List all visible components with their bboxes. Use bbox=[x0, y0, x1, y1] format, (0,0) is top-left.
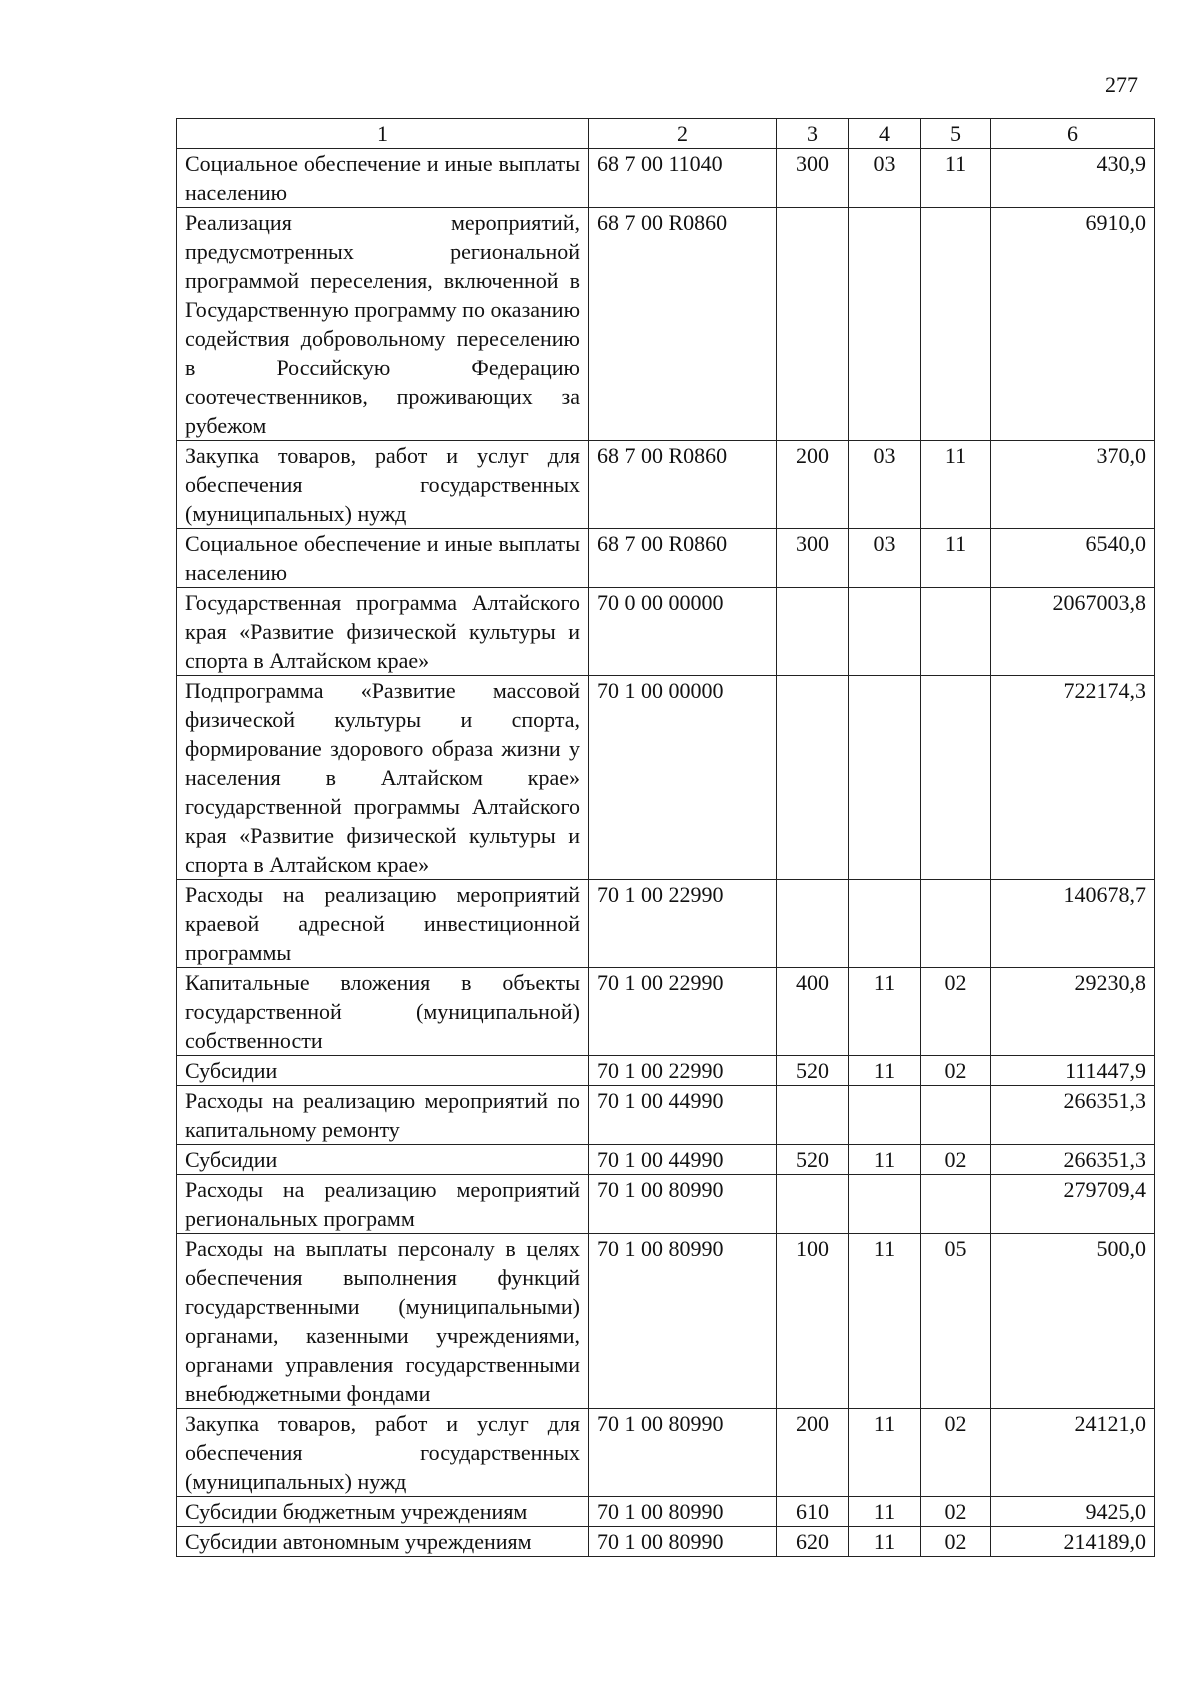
cell-subsection: 11 bbox=[921, 529, 991, 588]
cell-target-code: 68 7 00 R0860 bbox=[589, 208, 777, 441]
cell-expense-type: 520 bbox=[777, 1145, 849, 1175]
cell-subsection: 02 bbox=[921, 1497, 991, 1527]
cell-expense-type: 400 bbox=[777, 968, 849, 1056]
cell-name: Расходы на выплаты персоналу в целях обеспечения выполнения функций государственными (муниципальными) органами, казенными учреждениями, органами управления государственными внебюджетными фондами bbox=[177, 1234, 589, 1409]
cell-target-code: 70 1 00 44990 bbox=[589, 1145, 777, 1175]
cell-amount: 6910,0 bbox=[991, 208, 1155, 441]
cell-amount: 24121,0 bbox=[991, 1409, 1155, 1497]
cell-target-code: 70 1 00 22990 bbox=[589, 880, 777, 968]
cell-subsection: 02 bbox=[921, 968, 991, 1056]
cell-expense-type: 620 bbox=[777, 1527, 849, 1557]
cell-expense-type bbox=[777, 1086, 849, 1145]
table-row bbox=[177, 149, 1155, 208]
table-row bbox=[177, 968, 1155, 1056]
cell-target-code: 70 1 00 80990 bbox=[589, 1234, 777, 1409]
cell-expense-type bbox=[777, 880, 849, 968]
cell-subsection bbox=[921, 676, 991, 880]
cell-amount: 279709,4 bbox=[991, 1175, 1155, 1234]
cell-target-code: 70 1 00 80990 bbox=[589, 1497, 777, 1527]
cell-name: Закупка товаров, работ и услуг для обеспечения государственных (муниципальных) нужд bbox=[177, 441, 589, 529]
budget-table bbox=[176, 118, 1155, 1557]
cell-expense-type bbox=[777, 1175, 849, 1234]
cell-subsection: 02 bbox=[921, 1056, 991, 1086]
cell-subsection bbox=[921, 588, 991, 676]
cell-section: 11 bbox=[849, 1409, 921, 1497]
cell-amount: 111447,9 bbox=[991, 1056, 1155, 1086]
cell-expense-type bbox=[777, 588, 849, 676]
table-row bbox=[177, 880, 1155, 968]
table-row bbox=[177, 208, 1155, 441]
cell-section: 11 bbox=[849, 1234, 921, 1409]
cell-target-code: 70 1 00 80990 bbox=[589, 1409, 777, 1497]
cell-section: 11 bbox=[849, 1527, 921, 1557]
table-row bbox=[177, 1497, 1155, 1527]
table-row bbox=[177, 441, 1155, 529]
table-row bbox=[177, 1056, 1155, 1086]
cell-name: Субсидии bbox=[177, 1145, 589, 1175]
column-header-1: 1 bbox=[177, 119, 589, 149]
cell-expense-type: 300 bbox=[777, 529, 849, 588]
cell-subsection: 02 bbox=[921, 1527, 991, 1557]
cell-name: Расходы на реализацию мероприятий по капитальному ремонту bbox=[177, 1086, 589, 1145]
cell-target-code: 68 7 00 R0860 bbox=[589, 529, 777, 588]
column-header-6: 6 bbox=[991, 119, 1155, 149]
cell-target-code: 70 1 00 00000 bbox=[589, 676, 777, 880]
cell-target-code: 70 1 00 80990 bbox=[589, 1175, 777, 1234]
cell-amount: 2067003,8 bbox=[991, 588, 1155, 676]
cell-name: Капитальные вложения в объекты государственной (муниципальной) собственности bbox=[177, 968, 589, 1056]
cell-amount: 430,9 bbox=[991, 149, 1155, 208]
table-row bbox=[177, 1086, 1155, 1145]
cell-amount: 370,0 bbox=[991, 441, 1155, 529]
cell-target-code: 70 0 00 00000 bbox=[589, 588, 777, 676]
column-header-2: 2 bbox=[589, 119, 777, 149]
cell-expense-type bbox=[777, 208, 849, 441]
cell-subsection: 05 bbox=[921, 1234, 991, 1409]
cell-expense-type: 200 bbox=[777, 1409, 849, 1497]
cell-section bbox=[849, 1086, 921, 1145]
table-row bbox=[177, 1175, 1155, 1234]
cell-amount: 9425,0 bbox=[991, 1497, 1155, 1527]
cell-subsection bbox=[921, 1086, 991, 1145]
cell-amount: 140678,7 bbox=[991, 880, 1155, 968]
cell-section: 03 bbox=[849, 149, 921, 208]
cell-amount: 29230,8 bbox=[991, 968, 1155, 1056]
cell-expense-type: 200 bbox=[777, 441, 849, 529]
cell-target-code: 70 1 00 22990 bbox=[589, 968, 777, 1056]
cell-section: 11 bbox=[849, 1145, 921, 1175]
cell-subsection: 11 bbox=[921, 149, 991, 208]
cell-target-code: 70 1 00 44990 bbox=[589, 1086, 777, 1145]
cell-name: Подпрограмма «Развитие массовой физической культуры и спорта, формирование здорового образа жизни у населения в Алтайском крае» государственной программы Алтайского края «Развитие физической культуры и спорта в Алтайском крае» bbox=[177, 676, 589, 880]
cell-expense-type: 520 bbox=[777, 1056, 849, 1086]
cell-expense-type: 100 bbox=[777, 1234, 849, 1409]
cell-name: Закупка товаров, работ и услуг для обеспечения государственных (муниципальных) нужд bbox=[177, 1409, 589, 1497]
cell-amount: 500,0 bbox=[991, 1234, 1155, 1409]
table-row bbox=[177, 1409, 1155, 1497]
cell-name: Расходы на реализацию мероприятий региональных программ bbox=[177, 1175, 589, 1234]
cell-amount: 266351,3 bbox=[991, 1086, 1155, 1145]
cell-section: 11 bbox=[849, 968, 921, 1056]
cell-name: Реализация мероприятий, предусмотренных региональной программой переселения, включенной в Государственную программу по оказанию содействия добровольному переселению в Российскую Федерацию соотечественников, проживающих за рубежом bbox=[177, 208, 589, 441]
cell-target-code: 70 1 00 22990 bbox=[589, 1056, 777, 1086]
cell-target-code: 70 1 00 80990 bbox=[589, 1527, 777, 1557]
cell-section: 03 bbox=[849, 529, 921, 588]
table-body bbox=[177, 149, 1155, 1557]
table-row bbox=[177, 529, 1155, 588]
cell-subsection: 02 bbox=[921, 1145, 991, 1175]
cell-amount: 6540,0 bbox=[991, 529, 1155, 588]
cell-section bbox=[849, 880, 921, 968]
cell-subsection: 02 bbox=[921, 1409, 991, 1497]
cell-subsection bbox=[921, 880, 991, 968]
table-row bbox=[177, 1145, 1155, 1175]
cell-subsection bbox=[921, 208, 991, 441]
cell-section bbox=[849, 676, 921, 880]
cell-section bbox=[849, 1175, 921, 1234]
table-row bbox=[177, 676, 1155, 880]
cell-section: 11 bbox=[849, 1056, 921, 1086]
cell-section: 03 bbox=[849, 441, 921, 529]
cell-name: Субсидии автономным учреждениям bbox=[177, 1527, 589, 1557]
cell-name: Субсидии бюджетным учреждениям bbox=[177, 1497, 589, 1527]
cell-expense-type: 610 bbox=[777, 1497, 849, 1527]
table-row bbox=[177, 1527, 1155, 1557]
cell-expense-type bbox=[777, 676, 849, 880]
cell-amount: 214189,0 bbox=[991, 1527, 1155, 1557]
page-number: 277 bbox=[1105, 72, 1138, 97]
cell-subsection: 11 bbox=[921, 441, 991, 529]
cell-target-code: 68 7 00 11040 bbox=[589, 149, 777, 208]
cell-name: Государственная программа Алтайского края «Развитие физической культуры и спорта в Алтайском крае» bbox=[177, 588, 589, 676]
table-row bbox=[177, 588, 1155, 676]
cell-amount: 722174,3 bbox=[991, 676, 1155, 880]
cell-name: Социальное обеспечение и иные выплаты населению bbox=[177, 149, 589, 208]
cell-section bbox=[849, 588, 921, 676]
table-header-row bbox=[177, 119, 1155, 149]
cell-name: Социальное обеспечение и иные выплаты населению bbox=[177, 529, 589, 588]
cell-name: Расходы на реализацию мероприятий краевой адресной инвестиционной программы bbox=[177, 880, 589, 968]
cell-name: Субсидии bbox=[177, 1056, 589, 1086]
cell-target-code: 68 7 00 R0860 bbox=[589, 441, 777, 529]
cell-expense-type: 300 bbox=[777, 149, 849, 208]
cell-section bbox=[849, 208, 921, 441]
cell-subsection bbox=[921, 1175, 991, 1234]
column-header-3: 3 bbox=[777, 119, 849, 149]
table-row bbox=[177, 1234, 1155, 1409]
column-header-4: 4 bbox=[849, 119, 921, 149]
cell-amount: 266351,3 bbox=[991, 1145, 1155, 1175]
column-header-5: 5 bbox=[921, 119, 991, 149]
cell-section: 11 bbox=[849, 1497, 921, 1527]
